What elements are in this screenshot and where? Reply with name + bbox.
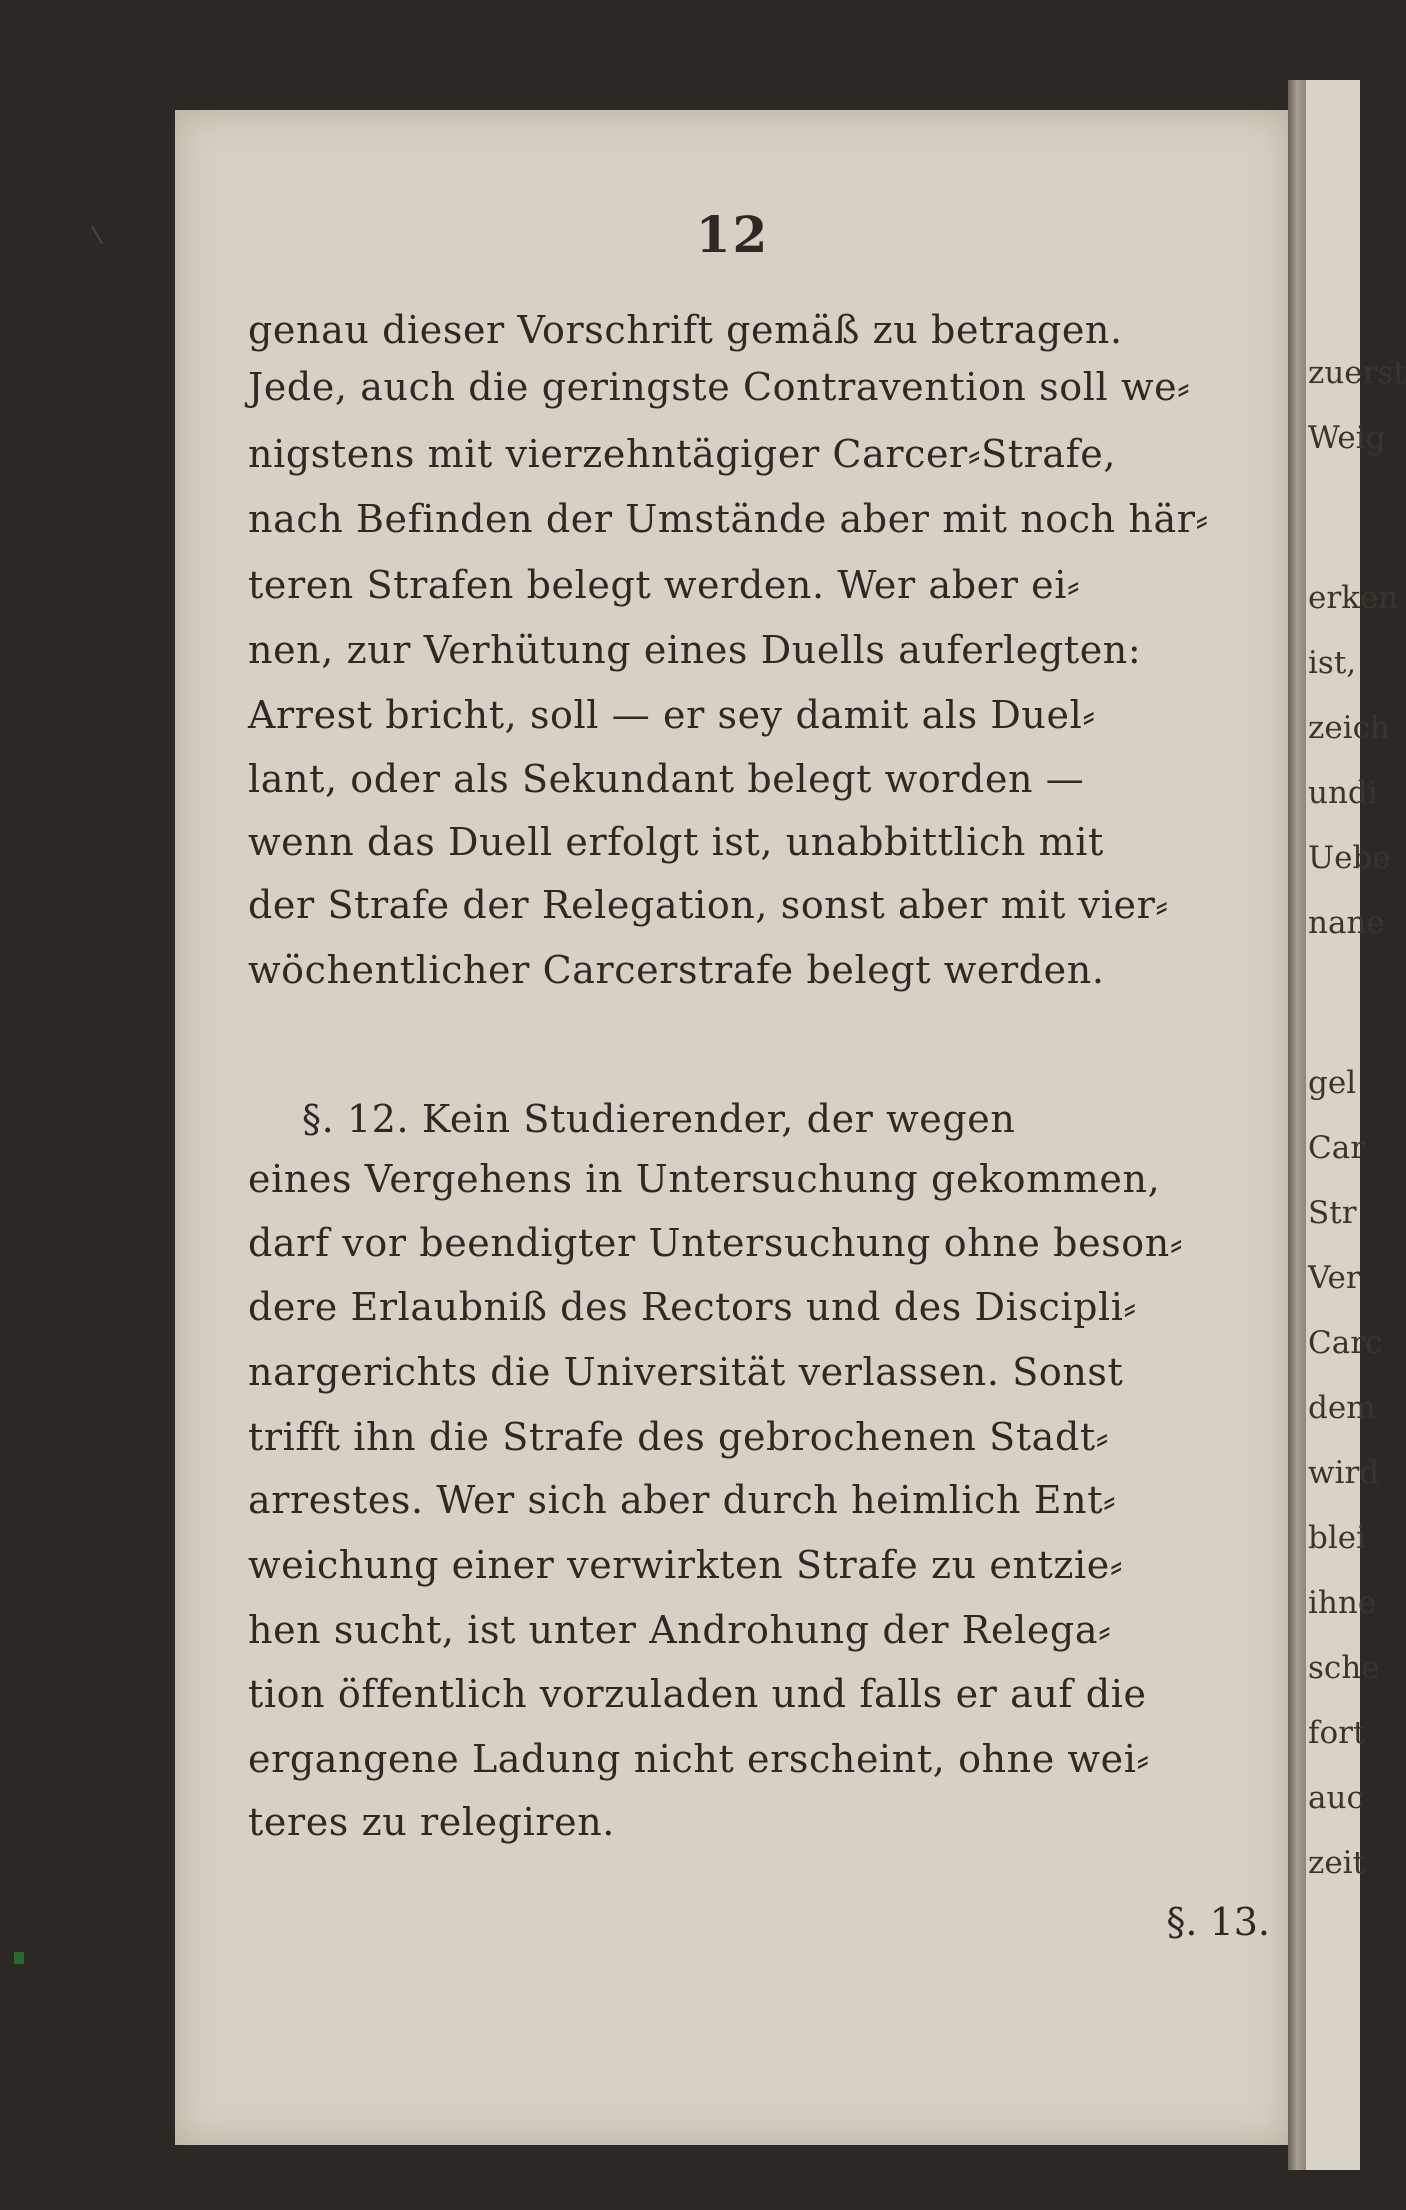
text-line: trifft ihn die Strafe des gebrochenen Stadt⸗ — [248, 1415, 1109, 1459]
fragment: dem — [1308, 1390, 1376, 1426]
text-line: Jede, auch die geringste Contravention soll we⸗ — [248, 365, 1191, 409]
text-line: hen sucht, ist unter Androhung der Relega⸗ — [248, 1608, 1112, 1652]
text-line: wenn das Duell erfolgt ist, unabbittlich mit — [248, 820, 1104, 864]
text-line: nargerichts die Universität verlassen. Sonst — [248, 1350, 1124, 1394]
adjacent-page — [1306, 80, 1406, 2170]
fragment: ihne — [1308, 1585, 1377, 1621]
page-number: 12 — [695, 205, 770, 264]
text-line: darf vor beendigter Untersuchung ohne beson⸗ — [248, 1221, 1184, 1265]
text-line: teres zu relegiren. — [248, 1800, 615, 1844]
text-line: arrestes. Wer sich aber durch heimlich Ent⸗ — [248, 1478, 1117, 1522]
margin-mark — [91, 226, 103, 244]
fragment: Carc — [1308, 1325, 1383, 1361]
book-gutter — [1288, 80, 1306, 2170]
text-line: tion öffentlich vorzuladen und falls er auf die — [248, 1672, 1147, 1716]
text-line: nigstens mit vierzehntägiger Carcer⸗Strafe, — [248, 432, 1117, 476]
fragment: erken — [1308, 580, 1399, 616]
text-line: ergangene Ladung nicht erscheint, ohne wei⸗ — [248, 1737, 1150, 1781]
fragment: zeich — [1308, 710, 1390, 746]
text-line: genau dieser Vorschrift gemäß zu betragen. — [248, 308, 1123, 352]
fragment: zuerst — [1308, 355, 1406, 391]
fragment: nane — [1308, 905, 1385, 941]
fragment: fort — [1308, 1715, 1366, 1751]
green-tab-mark — [14, 1952, 24, 1964]
text-line: wöchentlicher Carcerstrafe belegt werden. — [248, 948, 1105, 992]
fragment: undi — [1308, 775, 1378, 811]
text-line: eines Vergehens in Untersuchung gekommen, — [248, 1157, 1161, 1201]
text-line: Arrest bricht, soll — er sey damit als Duel⸗ — [248, 693, 1096, 737]
text-line: nach Befinden der Umstände aber mit noch här⸗ — [248, 497, 1209, 541]
fragment: wird — [1308, 1455, 1380, 1491]
fragment: Uebe — [1308, 840, 1391, 876]
text-line: lant, oder als Sekundant belegt worden — — [248, 757, 1085, 801]
paragraph-start-line: §. 12. Kein Studierender, der wegen — [302, 1097, 1016, 1141]
fragment: blei — [1308, 1520, 1367, 1556]
fragment: ist, — [1308, 645, 1357, 681]
fragment: Ver — [1308, 1260, 1361, 1296]
fragment: sche — [1308, 1650, 1380, 1686]
fragment: zeit — [1308, 1845, 1366, 1881]
fragment: gel — [1308, 1065, 1357, 1101]
fragment: Weig — [1308, 420, 1386, 456]
text-line: der Strafe der Relegation, sonst aber mit vier⸗ — [248, 883, 1169, 927]
catchword: §. 13. — [1166, 1900, 1270, 1944]
fragment: Car — [1308, 1130, 1366, 1166]
fragment: Str — [1308, 1195, 1357, 1231]
text-line: nen, zur Verhütung eines Duells auferlegten: — [248, 628, 1142, 672]
text-line: dere Erlaubniß des Rectors und des Discipli⸗ — [248, 1285, 1137, 1329]
text-line: teren Strafen belegt werden. Wer aber ei⸗ — [248, 563, 1081, 607]
text-line: weichung einer verwirkten Strafe zu entzie⸗ — [248, 1543, 1124, 1587]
fragment: auc — [1308, 1780, 1364, 1816]
